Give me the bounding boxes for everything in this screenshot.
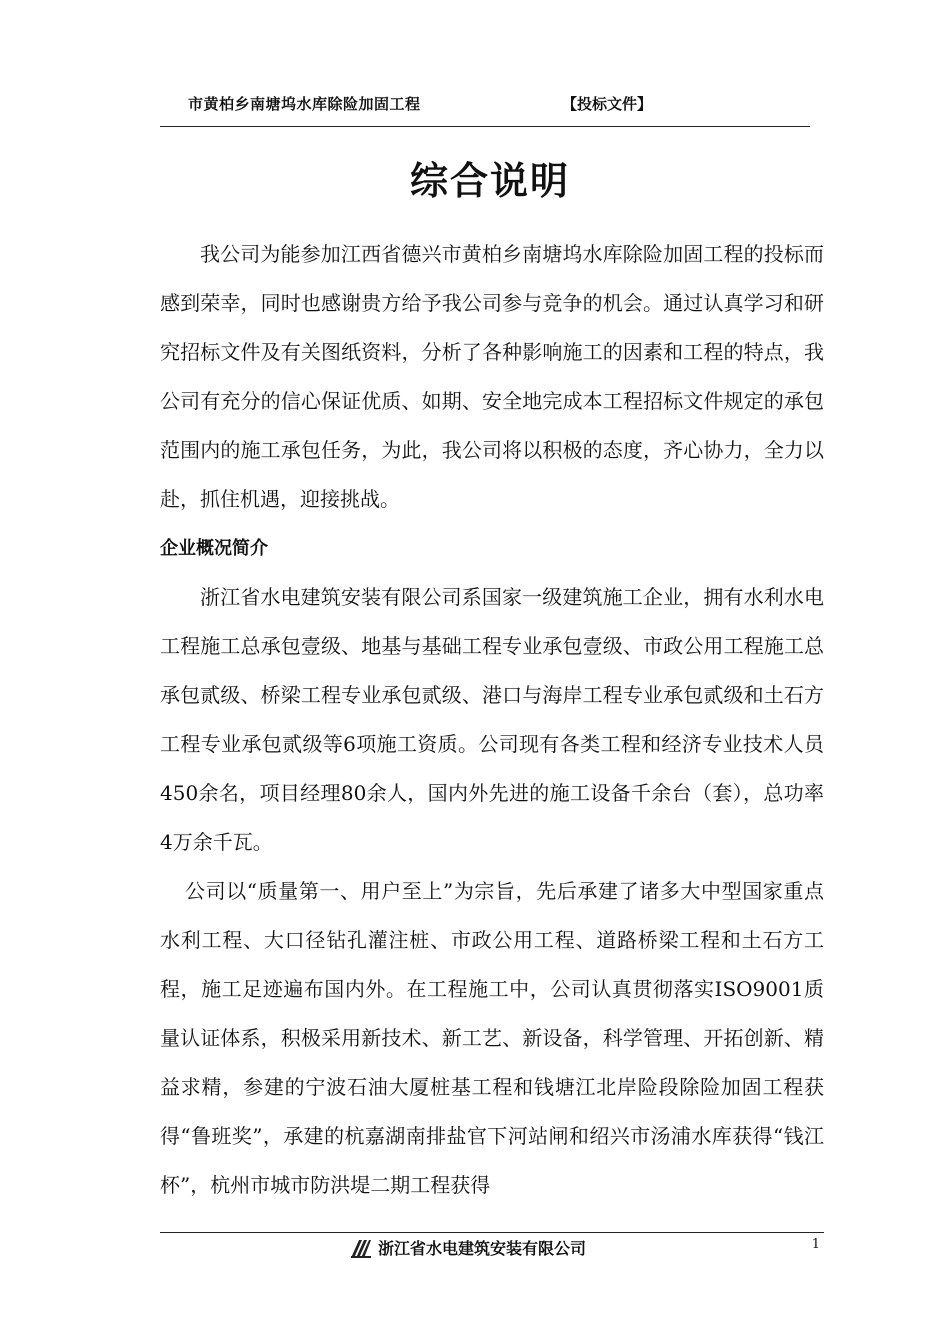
page-footer xyxy=(160,1232,824,1269)
achievements-paragraph: 公司以“质量第一、用户至上”为宗旨，先后承建了诸多大中型国家重点水利工程、大口径钻孔灌注桩、市政公用工程、道路桥梁工程和土石方工程，施工足迹遍布国内外。在工程施工中，公司认真贯彻落实ISO9001质量认证体系，积极采用新技术、新工艺、新设备，科学管理、开拓创新、精益求精，参建的宁波石油大厦桩基工程和钱塘江北岸险段除险加固工程获得“鲁班奖”，承建的杭嘉湖南排盐官下河站闸和绍兴市汤浦水库获得“钱江杯”，杭州市城市防洪堤二期工程获得 xyxy=(160,879,824,1197)
section-heading: 企业概况简介 xyxy=(160,538,268,559)
intro-paragraph: 我公司为能参加江西省德兴市黄柏乡南塘坞水库除险加固工程的投标而感到荣幸，同时也感谢贵方给予我公司参与竞争的机会。通过认真学习和研究招标文件及有关图纸资料，分析了各种影响施工的因素和工程的特点，我公司有充分的信心保证优质、如期、安全地完成本工程招标文件规定的承包范围内的施工承包任务，为此，我公司将以积极的态度，齐心协力，全力以赴，抓住机遇，迎接挑战。 xyxy=(160,242,824,511)
footer-company-name: 浙江省水电建筑安装有限公司 xyxy=(378,1239,587,1258)
header-project-title: 市黄柏乡南塘坞水库除险加固工程 xyxy=(188,95,421,113)
page-header xyxy=(160,90,810,127)
header-doc-type: 【投标文件】 xyxy=(562,95,653,113)
page-number: 1 xyxy=(811,1237,820,1252)
company-profile-paragraph: 浙江省水电建筑安装有限公司系国家一级建筑施工企业，拥有水利水电工程施工总承包壹级、地基与基础工程专业承包壹级、市政公用工程施工总承包贰级、桥梁工程专业承包贰级、港口与海岸工程专业承包贰级和土石方工程专业承包贰级等6项施工资质。公司现有各类工程和经济专业技术人员450余名，项目经理80余人，国内外先进的施工设备千余台（套），总功率4万余千瓦。 xyxy=(160,585,824,854)
document-body xyxy=(160,230,824,1210)
company-logo-icon xyxy=(350,1239,372,1259)
page-title: 综合说明 xyxy=(409,159,570,203)
